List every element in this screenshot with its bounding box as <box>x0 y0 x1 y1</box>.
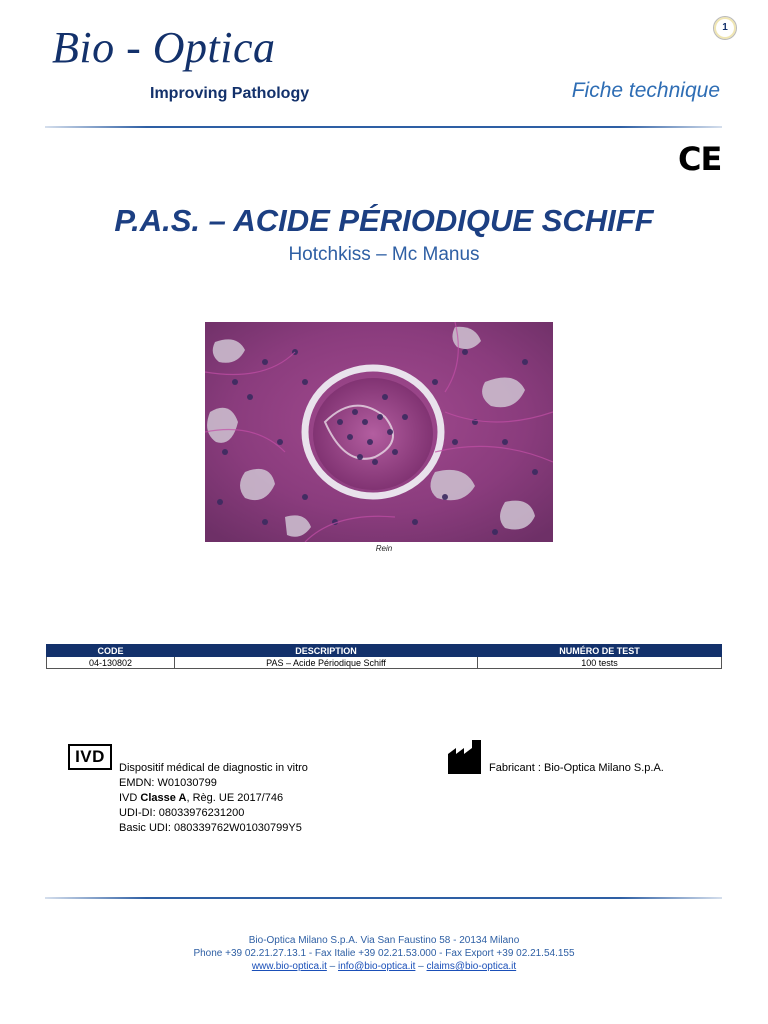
udi-di: UDI-DI: 08033976231200 <box>119 807 245 819</box>
cell-test-number: 100 tests <box>478 657 722 669</box>
header-divider <box>45 126 722 128</box>
manufacturer-label: Fabricant : Bio-Optica Milano S.p.A. <box>489 762 664 774</box>
cell-code: 04-130802 <box>47 657 175 669</box>
footer-separator: – <box>326 961 338 972</box>
footer-address: Bio-Optica Milano S.p.A. Via San Faustino 58 - 20134 Milano <box>248 935 520 946</box>
claims-email-link[interactable]: claims@bio-optica.it <box>426 961 517 972</box>
column-header-description: DESCRIPTION <box>175 645 478 657</box>
table-row <box>47 657 722 669</box>
ivd-class-regulation: , Règ. UE 2017/746 <box>186 792 284 804</box>
ivd-class-value: Classe A <box>140 792 187 804</box>
image-caption: Rein <box>375 544 393 553</box>
ivd-class-line <box>119 791 308 806</box>
column-header-code: CODE <box>47 645 175 657</box>
basic-udi: Basic UDI: 080339762W01030799Y5 <box>119 822 302 834</box>
ivd-symbol-icon: IVD <box>68 744 112 770</box>
column-header-test-number: NUMÉRO DE TEST <box>478 645 722 657</box>
brand-tagline: Improving Pathology <box>150 85 310 102</box>
brand-logo: Bio - Optica <box>52 23 276 72</box>
factory-manufacturer-icon <box>448 740 483 774</box>
ivd-class-prefix: IVD <box>119 792 141 804</box>
regulatory-info <box>119 761 308 836</box>
document-type: Fiche technique <box>571 79 720 102</box>
emdn-code: EMDN: W01030799 <box>119 777 217 789</box>
footer-phones: Phone +39 02.21.27.13.1 - Fax Italie +39 02.21.53.000 - Fax Export +39 02.21.54.155 <box>193 948 575 959</box>
website-link[interactable]: www.bio-optica.it <box>251 961 327 972</box>
product-table <box>46 644 722 669</box>
kidney-micrograph-image <box>205 322 553 542</box>
footer-separator: – <box>415 961 427 972</box>
product-subtitle: Hotchkiss – Mc Manus <box>288 244 480 265</box>
table-header-row <box>47 645 722 657</box>
info-email-link[interactable]: info@bio-optica.it <box>337 961 416 972</box>
footer-links <box>0 961 768 972</box>
cell-description: PAS – Acide Périodique Schiff <box>175 657 478 669</box>
footer-divider <box>45 897 722 899</box>
product-title: P.A.S. – ACIDE PÉRIODIQUE SCHIFF <box>114 203 654 238</box>
page-number-badge: 1 <box>713 16 737 40</box>
ivd-description: Dispositif médical de diagnostic in vitro <box>119 762 308 774</box>
ce-mark-icon: CE <box>678 140 722 178</box>
